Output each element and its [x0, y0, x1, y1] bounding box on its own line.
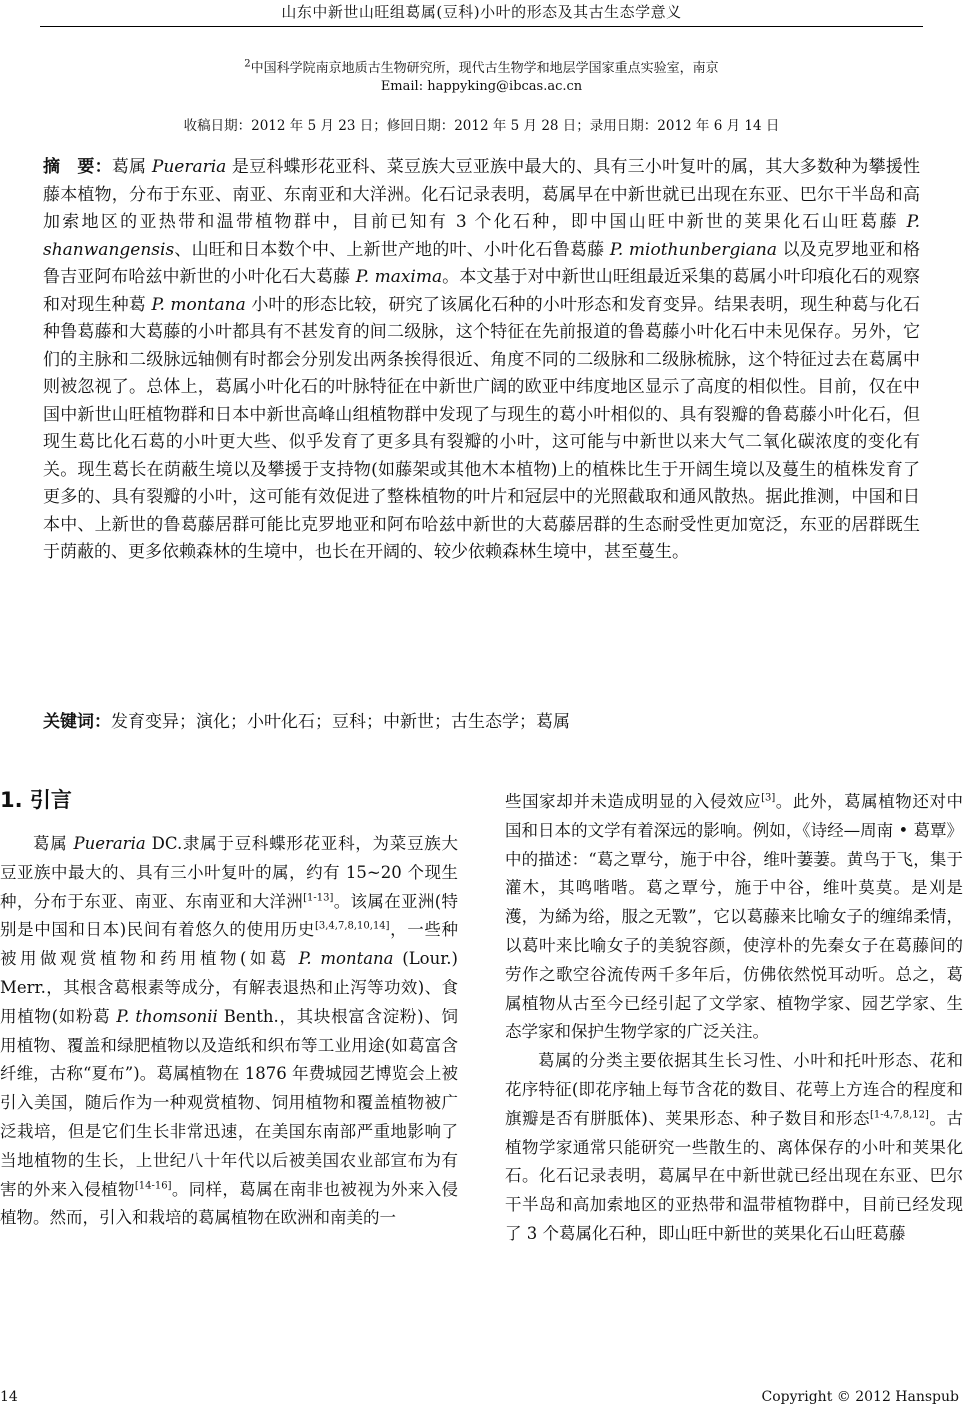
right-column	[505, 788, 963, 1249]
intro-paragraph-1-continued: 些国家却并未造成明显的入侵效应[3]。此外，葛属植物还对中国和日本的文学有着深远的影响。例如，《诗经—周南 • 葛覃》中的描述：“葛之覃兮，施于中谷，维叶萋萋。黄鸟于飞，集于灌木，其鸣喈喈。葛之覃兮，施于中谷，维叶莫莫。是刈是濩，为絺为绤，服之无斁”，它以葛藤来比喻女子的缠绵柔情，以葛叶来比喻女子的美貌容颜，使淳朴的先秦女子在葛藤间的劳作之歌空谷流传两千多年后，仿佛依然悦耳动听。总之，葛属植物从古至今已经引起了文学家、植物学家、园艺学家、生态学家和保护生物学家的广泛关注。	[505, 792, 963, 1042]
affiliation-institution: 中国科学院南京地质古生物研究所，现代古生物学和地层学国家重点实验室，南京	[250, 61, 719, 76]
page-number: 14	[0, 1389, 18, 1405]
abstract-text: 葛属 Pueraria 是豆科蝶形花亚科、菜豆族大豆亚族中最大的、具有三小叶复叶的属，其大多数种为攀援性藤本植物，分布于东亚、南亚、东南亚和大洋洲。化石记录表明，葛属早在中新世就已出现在东亚、巴尔干半岛和高加索地区的亚热带和温带植物群中，目前已知有 3 个化石种，即中国山旺中新世的荚果化石山旺葛藤 P. shanwangensis、山旺和日本数个中、上新世产地的叶、小叶化石鲁葛藤 P. miothunbergiana 以及克罗地亚和格鲁吉亚阿布哈兹中新世的小叶化石大葛藤 P. maxima。本文基于对中新世山旺组最近采集的葛属小叶印痕化石的观察和对现生种葛 P. montana 小叶的形态比较，研究了该属化石种的小叶形态和发育变异。结果表明，现生种葛与化石种鲁葛藤和大葛藤的小叶都具有不甚发育的间二级脉，这个特征在先前报道的鲁葛藤小叶化石中未见保存。另外，它们的主脉和二级脉远轴侧有时都会分别发出两条挨得很近、角度不同的二级脉和二级脉梳脉，这个特征过去在葛属中则被忽视了。总体上，葛属小叶化石的叶脉特征在中新世广阔的欧亚中纬度地区显示了高度的相似性。目前，仅在中国中新世山旺植物群和日本中新世高峰山组植物群中发现了与现生的葛小叶相似的、具有裂瓣的鲁葛藤小叶化石，但现生葛比化石葛的小叶更大些、似乎发育了更多具有裂瓣的小叶，这可能与中新世以来大气二氧化碳浓度的变化有关。现生葛长在荫蔽生境以及攀援于支持物(如藤架或其他木本植物)上的植株比生于开阔生境以及蔓生的植株发育了更多的、具有裂瓣的小叶，这可能有效促进了整株植物的叶片和冠层中的光照截取和通风散热。据此推测，中国和日本中、上新世的鲁葛藤居群可能比克罗地亚和阿布哈兹中新世的大葛藤居群的生态耐受性更加宽泛，东亚的居群既生于荫蔽的、更多依赖森林的生境中，也长在开阔的、较少依赖森林生境中，甚至蔓生。	[43, 157, 921, 562]
keywords	[43, 710, 920, 734]
header-rule	[40, 26, 923, 27]
intro-paragraph-1: 葛属 Pueraria DC.隶属于豆科蝶形花亚科，为菜豆族大豆亚族中最大的、具有三小叶复叶的属，约有 15~20 个现生种，分布于东亚、南亚、东南亚和大洋洲[1-13]。该属在亚洲(特别是中国和日本)民间有着悠久的使用历史[3,4,7,8,10,14]，一些种被用做观赏植物和药用植物(如葛 P. montana (Lour.) Merr.，其根含葛根素等成分，有解表退热和止泻等功效)、食用植物(如粉葛 P. thomsonii Benth.，其块根富含淀粉)、饲用植物、覆盖和绿肥植物以及造纸和织布等工业用途(如葛富含纤维，古称“夏布”)。葛属植物在 1876 年费城园艺博览会上被引入美国，随后作为一种观赏植物、饲用植物和覆盖植物被广泛栽培，但是它们生长非常迅速，在美国东南部严重地影响了当地植物的生长，上世纪八十年代以后被美国农业部宣布为有害的外来入侵植物[14-16]。同样，葛属在南非也被视为外来入侵植物。然而，引入和栽培的葛属植物在欧洲和南美的一	[0, 834, 459, 1228]
keywords-text: 发育变异；演化；小叶化石；豆科；中新世；古生态学；葛属	[111, 712, 570, 732]
abstract	[43, 154, 920, 567]
citation: [14-16]	[134, 1180, 172, 1192]
abstract-label: 摘 要：	[43, 157, 112, 177]
citation: [3]	[761, 792, 776, 804]
citation: [1-4,7,8,12]	[870, 1109, 929, 1121]
affiliation-marker: 2	[244, 58, 251, 70]
citation: [1-13]	[303, 892, 334, 904]
affiliation-email: Email: happyking@ibcas.ac.cn	[380, 79, 583, 94]
citation: [3,4,7,8,10,14]	[314, 920, 390, 932]
keywords-label: 关键词：	[43, 712, 111, 732]
section-heading: 1. 引言	[0, 788, 72, 812]
left-column	[0, 830, 458, 1233]
received-dates: 收稿日期：2012 年 5 月 23 日；修回日期：2012 年 5 月 28 日；录用日期：2012 年 6 月 14 日	[183, 118, 780, 134]
affiliation	[0, 60, 963, 78]
intro-paragraph-2: 葛属的分类主要依据其生长习性、小叶和托叶形态、花和花序特征(即花序轴上每节含花的数目、花萼上方连合的程度和旗瓣是否有胼胝体)、荚果形态、种子数目和形态[1-4,7,8,12]。古植物学家通常只能研究一些散生的、离体保存的小叶和荚果化石。化石记录表明，葛属早在中新世就已经出现在东亚、巴尔干半岛和高加索地区的亚热带和温带植物群中，目前已经发现了 3 个葛属化石种，即山旺中新世的荚果化石山旺葛藤	[505, 1051, 963, 1243]
copyright-notice: Copyright © 2012 Hanspub	[761, 1389, 959, 1405]
running-title: 山东中新世山旺组葛属(豆科)小叶的形态及其古生态学意义	[281, 3, 682, 21]
